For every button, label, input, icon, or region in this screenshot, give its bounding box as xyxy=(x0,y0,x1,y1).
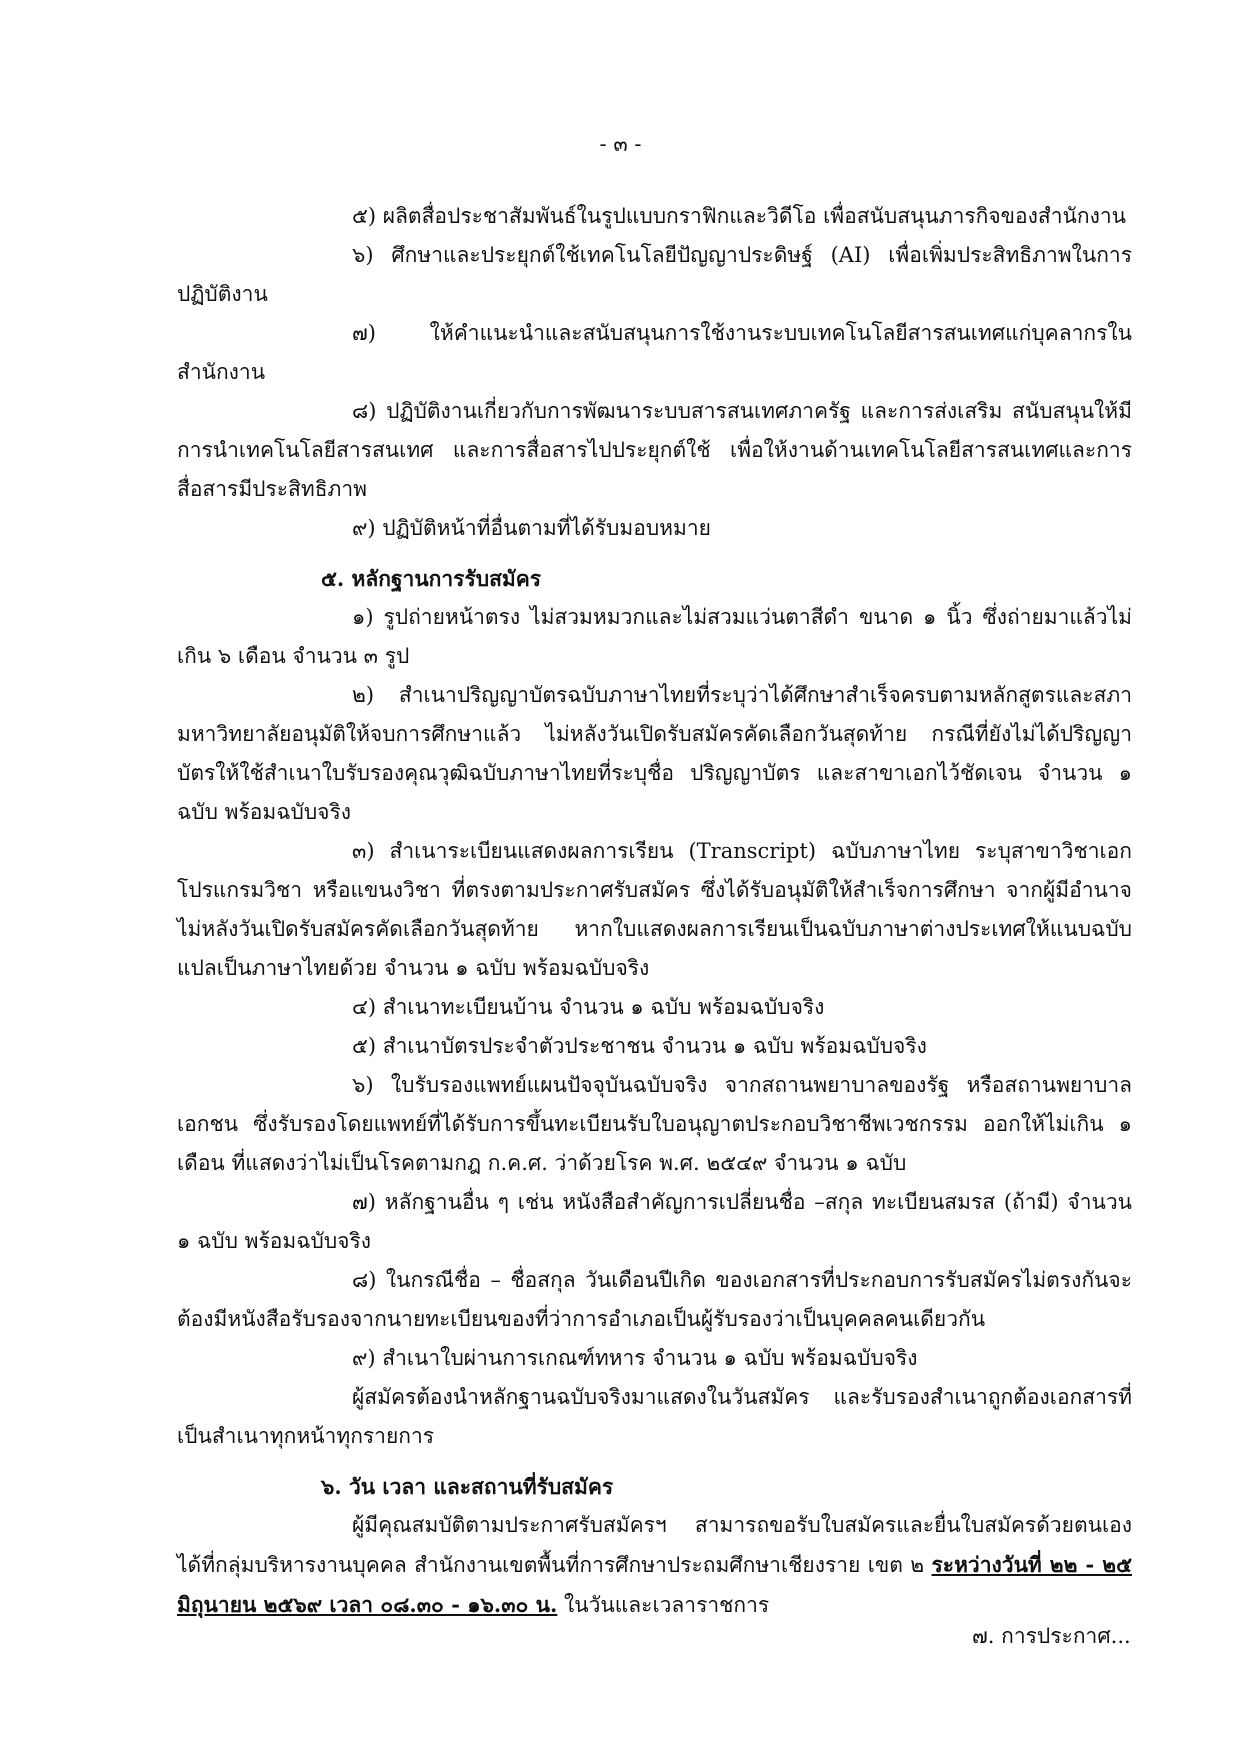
evidence-item: ๕) สำเนาบัตรประจำตัวประชาชน จำนวน ๑ ฉบับ พร้อมฉบับจริง xyxy=(352,1034,927,1058)
evidence-note: ผู้สมัครต้องนำหลักฐานฉบับจริงมาแสดงในวันสมัคร และรับรองสำเนาถูกต้องเอกสารที่เป็นสำเนาทุกหน้าทุกรายการ xyxy=(177,1385,1132,1448)
duty-item: ๕) ผลิตสื่อประชาสัมพันธ์ในรูปแบบกราฟิกและวิดีโอ เพื่อสนับสนุนภารกิจของสำนักงาน xyxy=(352,204,1126,228)
evidence-item: ๓) สำเนาระเบียนแสดงผลการเรียน (Transcript) ฉบับภาษาไทย ระบุสาขาวิชาเอก โปรแกรมวิชา หรือแขนงวิชา ที่ตรงตามประกาศรับสมัคร ซึ่งได้รับอนุมัติให้สำเร็จการศึกษา จากผู้มีอำนาจ ไม่หลังวันเปิดรับสมัครคัดเลือกวันสุดท้าย หากใบแสดงผลการเรียนเป็นฉบับภาษาต่างประเทศให้แนบฉบับแปลเป็นภาษาไทยด้วย จำนวน ๑ ฉบับ พร้อมฉบับจริง xyxy=(177,839,1132,980)
evidence-item: ๖) ใบรับรองแพทย์แผนปัจจุบันฉบับจริง จากสถานพยาบาลของรัฐ หรือสถานพยาบาลเอกชน ซึ่งรับรองโดยแพทย์ที่ได้รับการขึ้นทะเบียนรับใบอนุญาตประกอบวิชาชีพเวชกรรม ออกให้ไม่เกิน ๑ เดือน ที่แสดงว่าไม่เป็นโรคตามกฎ ก.ค.ศ. ว่าด้วยโรค พ.ศ. ๒๕๔๙ จำนวน ๑ ฉบับ xyxy=(177,1073,1132,1175)
duty-item: ๙) ปฏิบัติหน้าที่อื่นตามที่ได้รับมอบหมาย xyxy=(352,516,711,540)
evidence-item: ๗) หลักฐานอื่น ๆ เช่น หนังสือสำคัญการเปลี่ยนชื่อ –สกุล ทะเบียนสมรส (ถ้ามี) จำนวน ๑ ฉบับ พร้อมฉบับจริง xyxy=(177,1190,1132,1253)
duty-item: ๗) ให้คำแนะนำและสนับสนุนการใช้งานระบบเทคโนโลยีสารสนเทศแก่บุคลากรในสำนักงาน xyxy=(177,321,1132,384)
section-6-heading: ๖. วัน เวลา และสถานที่รับสมัคร xyxy=(321,1474,614,1499)
evidence-item: ๙) สำเนาใบผ่านการเกณฑ์ทหาร จำนวน ๑ ฉบับ พร้อมฉบับจริง xyxy=(352,1346,918,1370)
page-number: - ๓ - xyxy=(599,132,642,156)
schedule-dates: ระหว่างวันที่ ๒๒ - ๒๕ มิถุนายน ๒๕๖๙ เวลา ๐๘.๓๐ - ๑๖.๓๐ น. xyxy=(177,1552,1132,1617)
schedule-text: ผู้มีคุณสมบัติตามประกาศรับสมัครฯ สามารถขอรับใบสมัครและยื่นใบสมัครด้วยตนเองได้ที่กลุ่มบริหารงานบุคคล สำนักงานเขตพื้นที่การศึกษาประถมศึกษาเชียงราย เขต ๒ xyxy=(177,1513,1132,1577)
section-5-heading: ๕. หลักฐานการรับสมัคร xyxy=(321,566,542,591)
evidence-item: ๒) สำเนาปริญญาบัตรฉบับภาษาไทยที่ระบุว่าได้ศึกษาสำเร็จครบตามหลักสูตรและสภามหาวิทยาลัยอนุมัติให้จบการศึกษาแล้ว ไม่หลังวันเปิดรับสมัครคัดเลือกวันสุดท้าย กรณีที่ยังไม่ได้ปริญญาบัตรให้ใช้สำเนาใบรับรองคุณวุฒิฉบับภาษาไทยที่ระบุชื่อ ปริญญาบัตร และสาขาเอกไว้ชัดเจน จำนวน ๑ ฉบับ พร้อมฉบับจริง xyxy=(177,683,1132,824)
continued-marker: ๗. การประกาศ... xyxy=(972,1624,1131,1648)
evidence-item: ๔) สำเนาทะเบียนบ้าน จำนวน ๑ ฉบับ พร้อมฉบับจริง xyxy=(352,995,825,1019)
duty-item: ๖) ศึกษาและประยุกต์ใช้เทคโนโลยีปัญญาประดิษฐ์ (AI) เพื่อเพิ่มประสิทธิภาพในการปฏิบัติงาน xyxy=(177,243,1132,306)
evidence-item: ๘) ในกรณีชื่อ – ชื่อสกุล วันเดือนปีเกิด ของเอกสารที่ประกอบการรับสมัครไม่ตรงกันจะต้องมีหนังสือรับรองจากนายทะเบียนของที่ว่าการอำเภอเป็นผู้รับรองว่าเป็นบุคคลคนเดียวกัน xyxy=(177,1268,1132,1331)
document-body xyxy=(177,197,1132,1625)
schedule-text-end: ในวันและเวลาราชการ xyxy=(557,1593,770,1617)
duty-item: ๘) ปฏิบัติงานเกี่ยวกับการพัฒนาระบบสารสนเทศภาครัฐ และการส่งเสริม สนับสนุนให้มีการนำเทคโนโลยีสารสนเทศ และการสื่อสารไปประยุกต์ใช้ เพื่อให้งานด้านเทคโนโลยีสารสนเทศและการสื่อสารมีประสิทธิภาพ xyxy=(177,399,1132,501)
evidence-item: ๑) รูปถ่ายหน้าตรง ไม่สวมหมวกและไม่สวมแว่นตาสีดำ ขนาด ๑ นิ้ว ซึ่งถ่ายมาแล้วไม่เกิน ๖ เดือน จำนวน ๓ รูป xyxy=(177,605,1132,668)
application-schedule xyxy=(177,1506,1132,1625)
